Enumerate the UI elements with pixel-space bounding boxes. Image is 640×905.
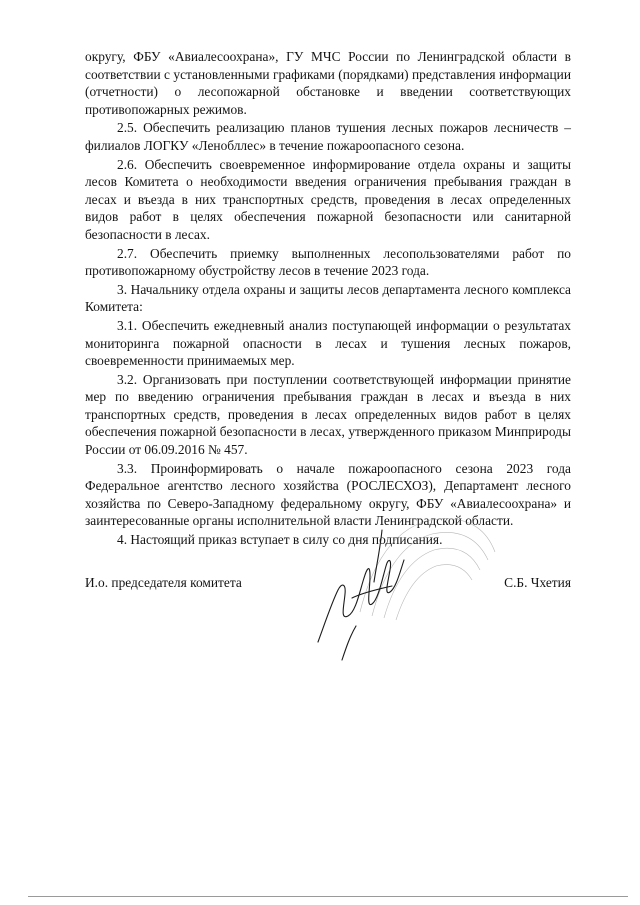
page-bottom-edge bbox=[28, 896, 628, 897]
paragraph-3-1: 3.1. Обеспечить ежедневный анализ поступающей информации о результатах мониторинга пожарной опасности в лесах и тушения лесных пожаров, своевременности принимаемых мер. bbox=[85, 317, 571, 369]
paragraph-3: 3. Начальнику отдела охраны и защиты лесов департамента лесного комплекса Комитета: bbox=[85, 281, 571, 315]
paragraph-2-4-continuation: округу, ФБУ «Авиалесоохрана», ГУ МЧС России по Ленинградской области в соответствии с установленными графиками (порядками) представления информации (отчетности) о лесопожарной обстановке и введении соответствующих противопожарных режимов. bbox=[85, 49, 571, 117]
handwritten-signature bbox=[312, 520, 482, 670]
paragraph-3-3: 3.3. Проинформировать о начале пожароопасного сезона 2023 года Федеральное агентство лесного хозяйства (РОСЛЕСХОЗ), Департамент лесного хозяйства по Северо-Западному федеральному округу, ФБУ «Авиалесоохрана» и заинтересованные органы исполнительной власти Ленинградской области. bbox=[85, 460, 571, 529]
signatory-title: И.о. председателя комитета bbox=[85, 575, 242, 590]
signatory-name: С.Б. Чхетия bbox=[504, 575, 571, 590]
paragraph-2-5: 2.5. Обеспечить реализацию планов тушения лесных пожаров лесничеств – филиалов ЛОГКУ «Ленобллес» в течение пожароопасного сезона. bbox=[85, 120, 571, 153]
document-body bbox=[85, 48, 571, 549]
paragraph-3-2: 3.2. Организовать при поступлении соответствующей информации принятие мер по введению ограничения пребывания граждан в лесах и въезда в них транспортных средств, проведения в лесах определенных видов работ в целях обеспечения пожарной безопасности в лесах, утвержденного приказом Минприроды России от 06.09.2016 № 457. bbox=[85, 371, 571, 458]
paragraph-2-7: 2.7. Обеспечить приемку выполненных лесопользователями работ по противопожарному обустройству лесов в течение 2023 года. bbox=[85, 245, 571, 279]
paragraph-2-6: 2.6. Обеспечить своевременное информирование отдела охраны и защиты лесов Комитета о необходимости введения ограничения пребывания граждан в лесах и въезда в них транспортных средств, проведения в лесах определенных видов работ в целях обеспечения пожарной безопасности или санитарной безопасности в лесах. bbox=[85, 156, 571, 242]
paragraph-4: 4. Настоящий приказ вступает в силу со дня подписания. bbox=[117, 532, 443, 548]
